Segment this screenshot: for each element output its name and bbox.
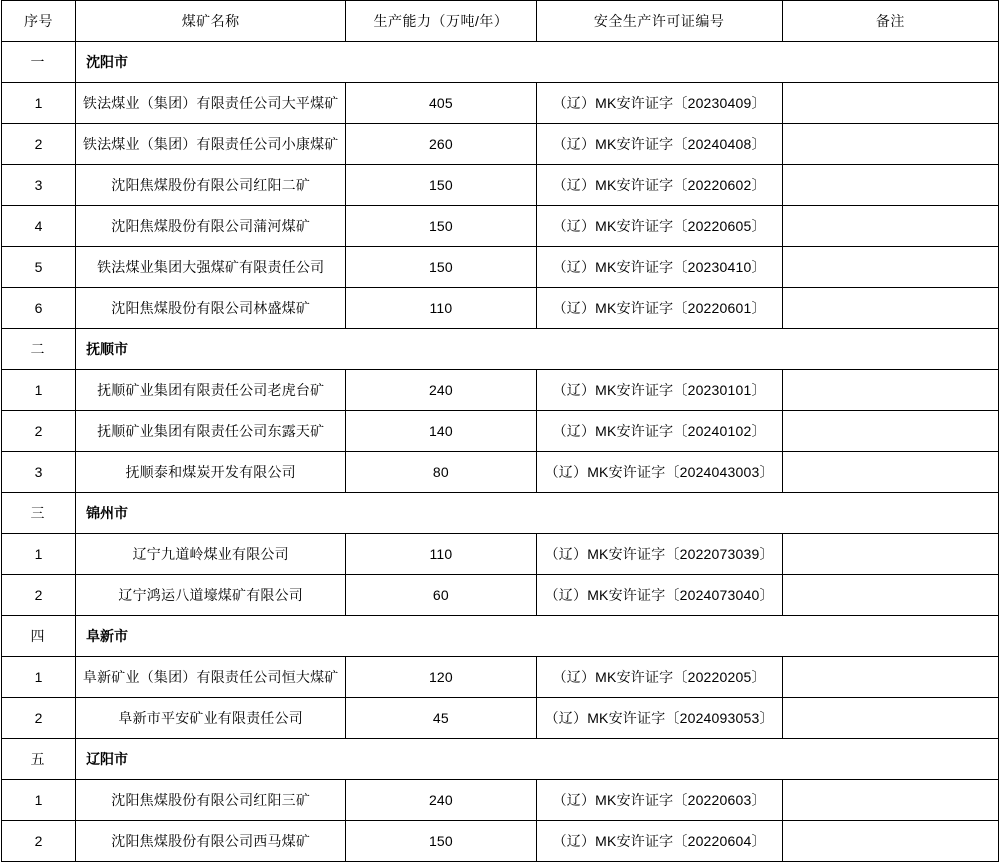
mine-index: 5: [2, 247, 76, 288]
mine-remark: [782, 247, 998, 288]
mine-name: 沈阳焦煤股份有限公司西马煤矿: [76, 821, 346, 862]
table-header: [2, 1, 999, 42]
mine-license: （辽）MK安许证字〔20220603〕: [536, 780, 782, 821]
mine-remark: [782, 575, 998, 616]
mine-index: 2: [2, 821, 76, 862]
mine-remark: [782, 452, 998, 493]
mine-capacity: 240: [346, 780, 536, 821]
mine-capacity: 260: [346, 124, 536, 165]
mine-index: 1: [2, 83, 76, 124]
mine-capacity: 110: [346, 534, 536, 575]
mine-capacity: 60: [346, 575, 536, 616]
mine-name: 抚顺矿业集团有限责任公司老虎台矿: [76, 370, 346, 411]
mine-name: 沈阳焦煤股份有限公司林盛煤矿: [76, 288, 346, 329]
mine-license: （辽）MK安许证字〔20230410〕: [536, 247, 782, 288]
column-header-capacity: 生产能力（万吨/年）: [346, 1, 536, 42]
table-row: [2, 657, 999, 698]
region-name: 辽阳市: [76, 739, 999, 780]
mine-name: 铁法煤业（集团）有限责任公司大平煤矿: [76, 83, 346, 124]
region-row: [2, 42, 999, 83]
table-header-row: [2, 1, 999, 42]
mine-capacity: 110: [346, 288, 536, 329]
table-row: [2, 698, 999, 739]
mine-index: 1: [2, 534, 76, 575]
mine-name: 沈阳焦煤股份有限公司红阳三矿: [76, 780, 346, 821]
region-row: [2, 616, 999, 657]
mine-remark: [782, 698, 998, 739]
mine-index: 2: [2, 124, 76, 165]
mine-license: （辽）MK安许证字〔2024073040〕: [536, 575, 782, 616]
table-row: [2, 780, 999, 821]
mine-capacity: 150: [346, 206, 536, 247]
mine-capacity: 80: [346, 452, 536, 493]
mine-remark: [782, 370, 998, 411]
table-row: [2, 206, 999, 247]
mine-license: （辽）MK安许证字〔20220205〕: [536, 657, 782, 698]
column-header-name: 煤矿名称: [76, 1, 346, 42]
column-header-license: 安全生产许可证编号: [536, 1, 782, 42]
region-index: 三: [2, 493, 76, 534]
mine-index: 2: [2, 411, 76, 452]
mine-index: 4: [2, 206, 76, 247]
table-row: [2, 411, 999, 452]
mine-remark: [782, 657, 998, 698]
mine-license: （辽）MK安许证字〔20230409〕: [536, 83, 782, 124]
mine-name: 辽宁鸿运八道壕煤矿有限公司: [76, 575, 346, 616]
mine-name: 抚顺泰和煤炭开发有限公司: [76, 452, 346, 493]
region-index: 一: [2, 42, 76, 83]
mine-index: 1: [2, 370, 76, 411]
mine-remark: [782, 780, 998, 821]
mine-remark: [782, 165, 998, 206]
mine-remark: [782, 534, 998, 575]
mine-license: （辽）MK安许证字〔20220601〕: [536, 288, 782, 329]
region-name: 沈阳市: [76, 42, 999, 83]
table-row: [2, 821, 999, 862]
mine-license: （辽）MK安许证字〔2024093053〕: [536, 698, 782, 739]
mine-license: （辽）MK安许证字〔20220605〕: [536, 206, 782, 247]
table-row: [2, 452, 999, 493]
mine-name: 阜新矿业（集团）有限责任公司恒大煤矿: [76, 657, 346, 698]
region-name: 阜新市: [76, 616, 999, 657]
coal-mine-table: [1, 0, 999, 862]
mine-index: 1: [2, 657, 76, 698]
mine-index: 6: [2, 288, 76, 329]
table-row: [2, 534, 999, 575]
region-row: [2, 329, 999, 370]
mine-capacity: 150: [346, 165, 536, 206]
region-row: [2, 493, 999, 534]
mine-name: 沈阳焦煤股份有限公司红阳二矿: [76, 165, 346, 206]
mine-license: （辽）MK安许证字〔2022073039〕: [536, 534, 782, 575]
mine-license: （辽）MK安许证字〔20220602〕: [536, 165, 782, 206]
mine-index: 2: [2, 698, 76, 739]
mine-name: 铁法煤业（集团）有限责任公司小康煤矿: [76, 124, 346, 165]
mine-name: 铁法煤业集团大强煤矿有限责任公司: [76, 247, 346, 288]
table-row: [2, 247, 999, 288]
mine-capacity: 150: [346, 247, 536, 288]
mine-name: 沈阳焦煤股份有限公司蒲河煤矿: [76, 206, 346, 247]
table-row: [2, 288, 999, 329]
mine-license: （辽）MK安许证字〔20220604〕: [536, 821, 782, 862]
mine-capacity: 140: [346, 411, 536, 452]
mine-license: （辽）MK安许证字〔2024043003〕: [536, 452, 782, 493]
region-index: 二: [2, 329, 76, 370]
mine-remark: [782, 288, 998, 329]
mine-license: （辽）MK安许证字〔20240102〕: [536, 411, 782, 452]
mine-name: 辽宁九道岭煤业有限公司: [76, 534, 346, 575]
mine-index: 3: [2, 452, 76, 493]
region-name: 锦州市: [76, 493, 999, 534]
mine-remark: [782, 411, 998, 452]
mine-capacity: 240: [346, 370, 536, 411]
mine-remark: [782, 206, 998, 247]
mine-remark: [782, 821, 998, 862]
column-header-remark: 备注: [782, 1, 998, 42]
table-row: [2, 575, 999, 616]
region-index: 五: [2, 739, 76, 780]
region-row: [2, 739, 999, 780]
table-body: [2, 42, 999, 862]
mine-capacity: 120: [346, 657, 536, 698]
mine-capacity: 45: [346, 698, 536, 739]
mine-name: 抚顺矿业集团有限责任公司东露天矿: [76, 411, 346, 452]
mine-license: （辽）MK安许证字〔20230101〕: [536, 370, 782, 411]
table-row: [2, 83, 999, 124]
mine-capacity: 405: [346, 83, 536, 124]
region-name: 抚顺市: [76, 329, 999, 370]
mine-index: 3: [2, 165, 76, 206]
mine-remark: [782, 83, 998, 124]
mine-name: 阜新市平安矿业有限责任公司: [76, 698, 346, 739]
table-row: [2, 165, 999, 206]
mine-remark: [782, 124, 998, 165]
region-index: 四: [2, 616, 76, 657]
mine-index: 1: [2, 780, 76, 821]
table-row: [2, 370, 999, 411]
mine-index: 2: [2, 575, 76, 616]
table-row: [2, 124, 999, 165]
mine-license: （辽）MK安许证字〔20240408〕: [536, 124, 782, 165]
mine-capacity: 150: [346, 821, 536, 862]
column-header-no: 序号: [2, 1, 76, 42]
